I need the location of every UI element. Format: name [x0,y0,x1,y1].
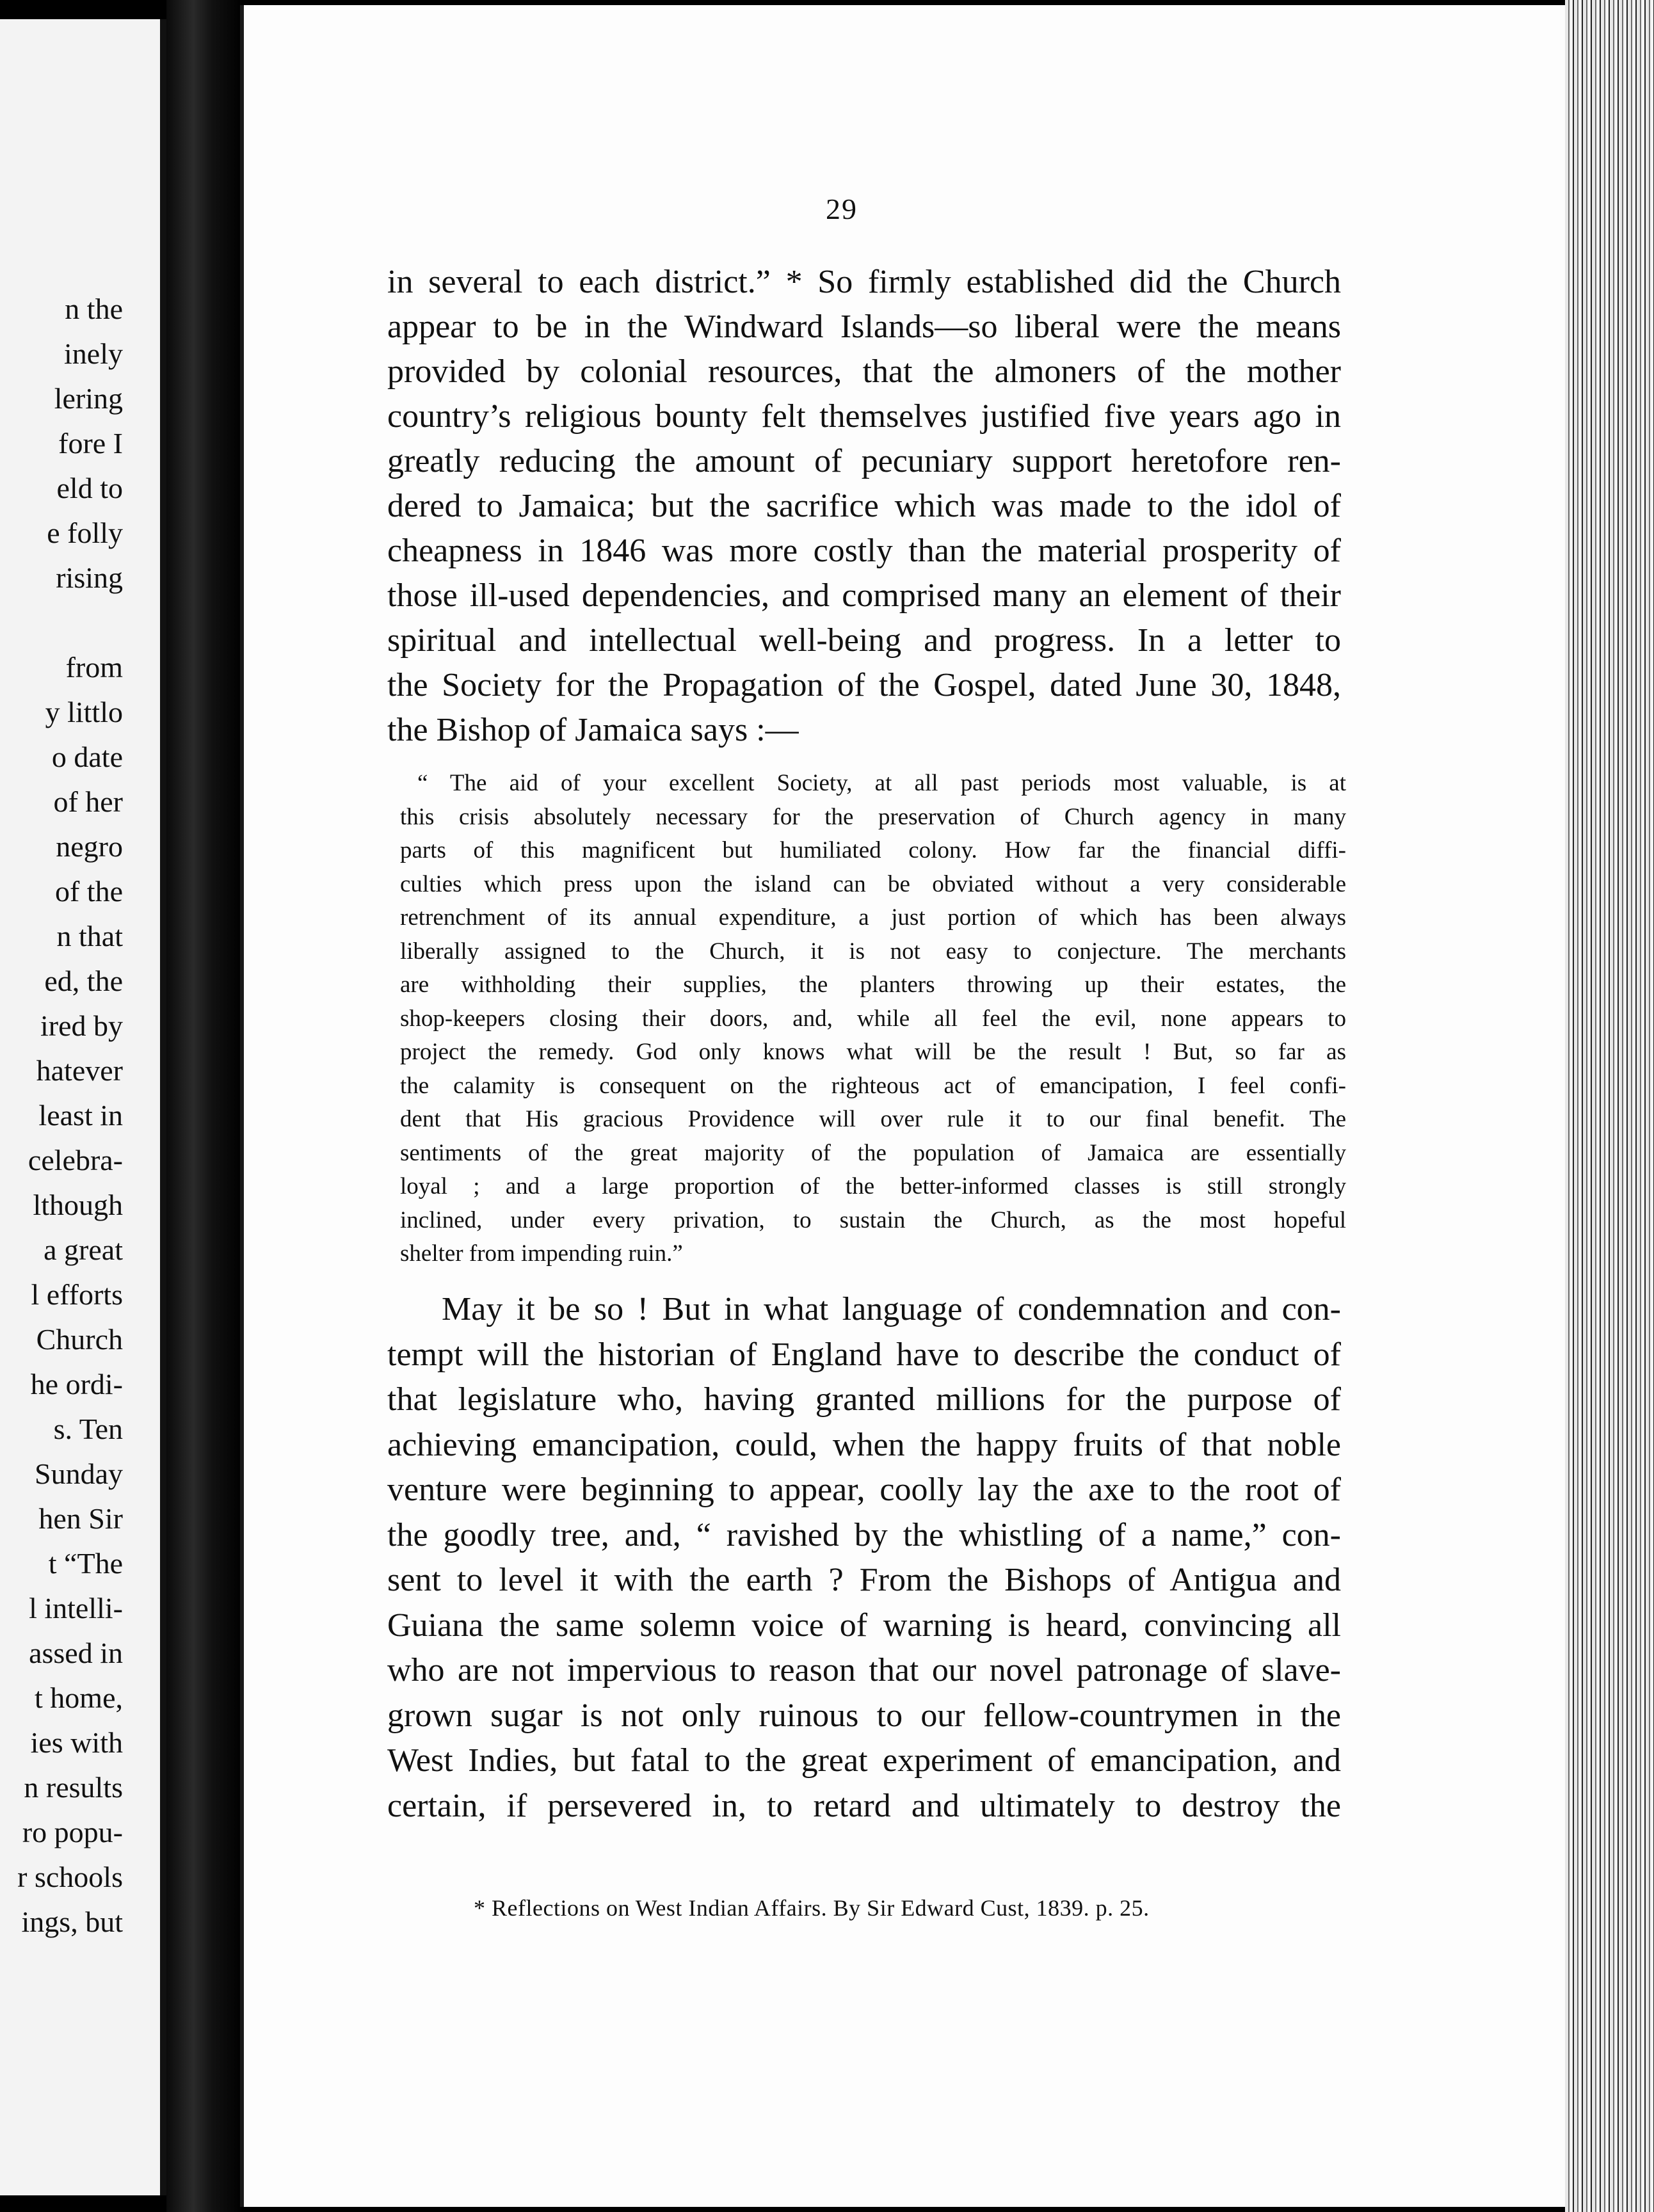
left-page-line: ed, the [44,965,123,997]
left-page-line: o date [51,741,123,773]
left-page-line: e folly [47,517,123,549]
text-line: venture were beginning to appear, coolly lay the axe to the root of [387,1471,1341,1508]
left-page-line: inely [64,337,123,370]
left-page-line: ro popu- [22,1816,123,1848]
book-gutter [166,0,243,2212]
left-page-line: celebra- [28,1144,123,1176]
text-line: the Society for the Propagation of the Gospel, dated June 30, 1848, [387,667,1341,703]
text-line: dent that His gracious Providence will over rule it to our final benefit. The [400,1106,1346,1132]
text-line: liberally assigned to the Church, it is not easy to conjecture. The merchants [400,938,1346,965]
text-line: spiritual and intellectual well-being and progress. In a letter to [387,622,1341,659]
left-page-line: rising [56,561,123,594]
left-page-fragment [0,19,166,2195]
left-page-line: n that [56,920,123,952]
left-page-line: he ordi- [30,1368,123,1400]
left-page-line: s. Ten [53,1413,123,1445]
text-line: loyal ; and a large proportion of the better-informed classes is still strongly [400,1173,1346,1199]
left-page-line: negro [56,830,123,863]
left-page-line: ies with [30,1726,123,1759]
text-line: dered to Jamaica; but the sacrifice which was made to the idol of [387,488,1341,524]
text-line: certain, if persevered in, to retard and ultimately to destroy the [387,1787,1341,1824]
text-line: the calamity is consequent on the righteous act of emancipation, I feel confi- [400,1072,1346,1099]
left-page-line: of the [54,875,123,908]
text-line: cheapness in 1846 was more costly than the material prosperity of [387,533,1341,569]
text-line: culties which press upon the island can be obviated without a very considerable [400,870,1346,897]
text-line: greatly reducing the amount of pecuniary support heretofore ren- [387,443,1341,479]
page-edges [1565,0,1654,2212]
left-page-line: assed in [29,1637,123,1669]
left-page-line: least in [38,1099,123,1132]
page-number: 29 [826,193,858,225]
text-line: project the remedy. God only knows what will be the result ! But, so far as [400,1039,1346,1065]
text-line: those ill-used dependencies, and comprised many an element of their [387,577,1341,614]
left-page-line: from [65,651,123,684]
left-page-line: t “The [48,1547,123,1580]
left-page-line: Church [36,1323,123,1356]
left-page-line: eld to [56,472,123,504]
text-line: inclined, under every privation, to sustain the Church, as the most hopeful [400,1206,1346,1233]
text-line: the goodly tree, and, “ ravished by the whistling of a name,” con- [387,1516,1341,1553]
left-page-line: n the [65,293,123,325]
text-line: grown sugar is not only ruinous to our fellow-countrymen in the [387,1697,1341,1734]
text-line: Guiana the same solemn voice of warning is heard, convincing all [387,1607,1341,1644]
left-page-line: lering [54,382,123,415]
footnote: * Reflections on West Indian Affairs. By Sir Edward Cust, 1839. p. 25. [474,1895,1150,1921]
text-line: parts of this magnificent but humiliated colony. How far the financial diffi- [400,837,1346,863]
left-page-line: r schools [17,1861,123,1893]
left-page-line: a great [44,1233,123,1266]
text-line: shelter from impending ruin.” [400,1240,683,1267]
left-page-line: hen Sir [38,1502,123,1535]
left-page-line: Sunday [35,1457,123,1490]
text-line: provided by colonial resources, that the almoners of the mother [387,353,1341,390]
text-line: sentiments of the great majority of the population of Jamaica are essentially [400,1139,1346,1166]
left-page-line: t home, [35,1681,123,1714]
left-page-line: hatever [36,1054,123,1087]
text-line: West Indies, but fatal to the great experiment of emancipation, and [387,1742,1341,1779]
left-page-line: ired by [40,1009,123,1042]
text-line: that legislature who, having granted millions for the purpose of [387,1381,1341,1418]
left-page-line: ings, but [21,1905,123,1938]
text-line: May it be so ! But in what language of condemnation and con- [442,1291,1341,1327]
left-page-line: n results [24,1771,123,1804]
text-line: are withholding their supplies, the planters throwing up their estates, the [400,972,1346,998]
text-line: the Bishop of Jamaica says :— [387,712,799,748]
text-line: sent to level it with the earth ? From the Bishops of Antigua and [387,1562,1341,1598]
left-page-line: of her [53,785,123,818]
left-page-line: l intelli- [29,1592,123,1624]
text-line: achieving emancipation, could, when the happy fruits of that noble [387,1426,1341,1463]
text-line: this crisis absolutely necessary for the preservation of Church agency in many [400,803,1346,830]
text-line: tempt will the historian of England have to describe the conduct of [387,1336,1341,1373]
left-page-line: y littlo [45,696,123,728]
text-line: “ The aid of your excellent Society, at all past periods most valuable, is at [417,770,1346,796]
left-page-line: l efforts [31,1278,123,1311]
text-line: in several to each district.” * So firmly established did the Church [387,264,1341,300]
left-page-line: fore I [58,427,123,460]
text-line: appear to be in the Windward Islands—so liberal were the means [387,309,1341,345]
text-line: retrenchment of its annual expenditure, a just portion of which has been always [400,904,1346,931]
text-line: country’s religious bounty felt themselves justified five years ago in [387,398,1341,435]
left-page-line: lthough [33,1189,123,1221]
text-line: shop-keepers closing their doors, and, while all feel the evil, none appears to [400,1005,1346,1032]
text-line: who are not impervious to reason that our novel patronage of slave- [387,1652,1341,1688]
